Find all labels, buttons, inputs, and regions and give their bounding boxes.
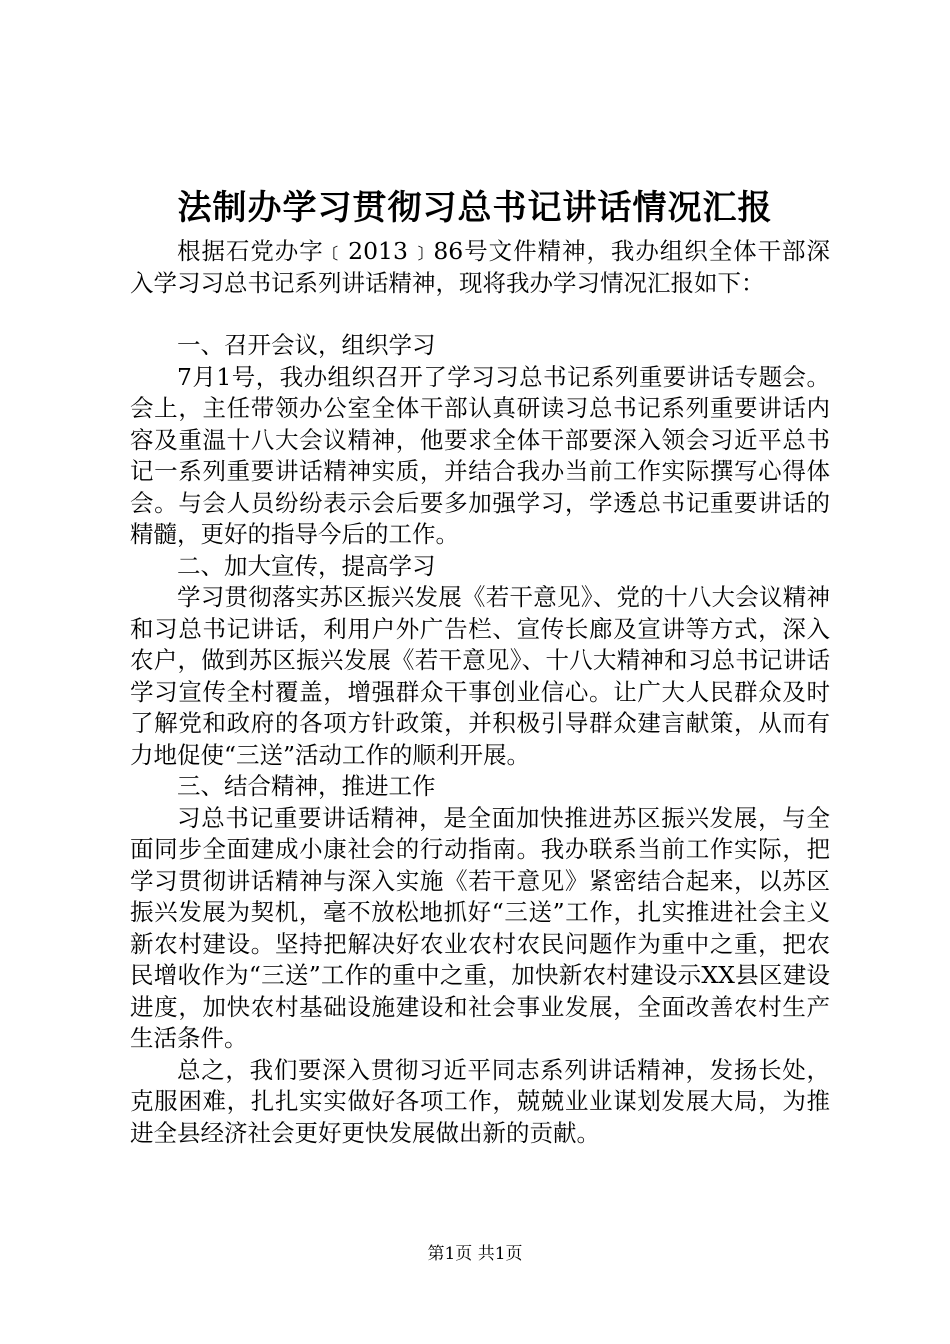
- intro-paragraph: 根据石党办字﹝2013﹞86号文件精神，我办组织全体干部深入学习习总书记系列讲话精神，现将我办学习情况汇报如下：: [130, 237, 830, 297]
- section-heading-1: 一、召开会议，组织学习: [177, 331, 436, 359]
- page-number-footer: 第1页 共1页: [427, 1244, 523, 1264]
- document-title: 法制办学习贯彻习总书记讲话情况汇报: [177, 188, 773, 228]
- section-paragraph-3: 习总书记重要讲话精神，是全面加快推进苏区振兴发展，与全面同步全面建成小康社会的行动指南。我办联系当前工作实际，把学习贯彻讲话精神与深入实施《若干意见》紧密结合起来，以苏区振兴发展为契机，毫不放松地抓好“三送”工作，扎实推进社会主义新农村建设。坚持把解决好农业农村农民问题作为重中之重，把农民增收作为“三送”工作的重中之重，加快新农村建设示XX县区建设进度，加快农村基础设施建设和社会事业发展，全面改善农村生产生活条件。: [130, 803, 830, 1052]
- section-heading-2: 二、加大宣传，提高学习: [177, 551, 436, 580]
- conclusion-paragraph: 总之，我们要深入贯彻习近平同志系列讲话精神，发扬长处，克服困难，扎扎实实做好各项工作，兢兢业业谋划发展大局，为推进全县经济社会更好更快发展做出新的贡献。: [130, 1055, 830, 1147]
- section-paragraph-2: 学习贯彻落实苏区振兴发展《若干意见》、党的十八大会议精神和习总书记讲话，利用户外广告栏、宣传长廊及宣讲等方式，深入农户，做到苏区振兴发展《若干意见》、十八大精神和习总书记讲话学习宣传全村覆盖，增强群众干事创业信心。让广大人民群众及时了解党和政府的各项方针政策，并积极引导群众建言献策，从而有力地促使“三送”活动工作的顺利开展。: [130, 583, 830, 769]
- document-body: [130, 236, 830, 1149]
- section-heading-3: 三、结合精神，推进工作: [177, 772, 436, 800]
- section-paragraph-1: 7月1号，我办组织召开了学习习总书记系列重要讲话专题会。会上，主任带领办公室全体干部认真研读习总书记系列重要讲话内容及重温十八大会议精神，他要求全体干部要深入领会习近平总书记一系列重要讲话精神实质，并结合我办当前工作实际撰写心得体会。与会人员纷纷表示会后要多加强学习，学透总书记重要讲话的精髓，更好的指导今后的工作。: [130, 362, 830, 548]
